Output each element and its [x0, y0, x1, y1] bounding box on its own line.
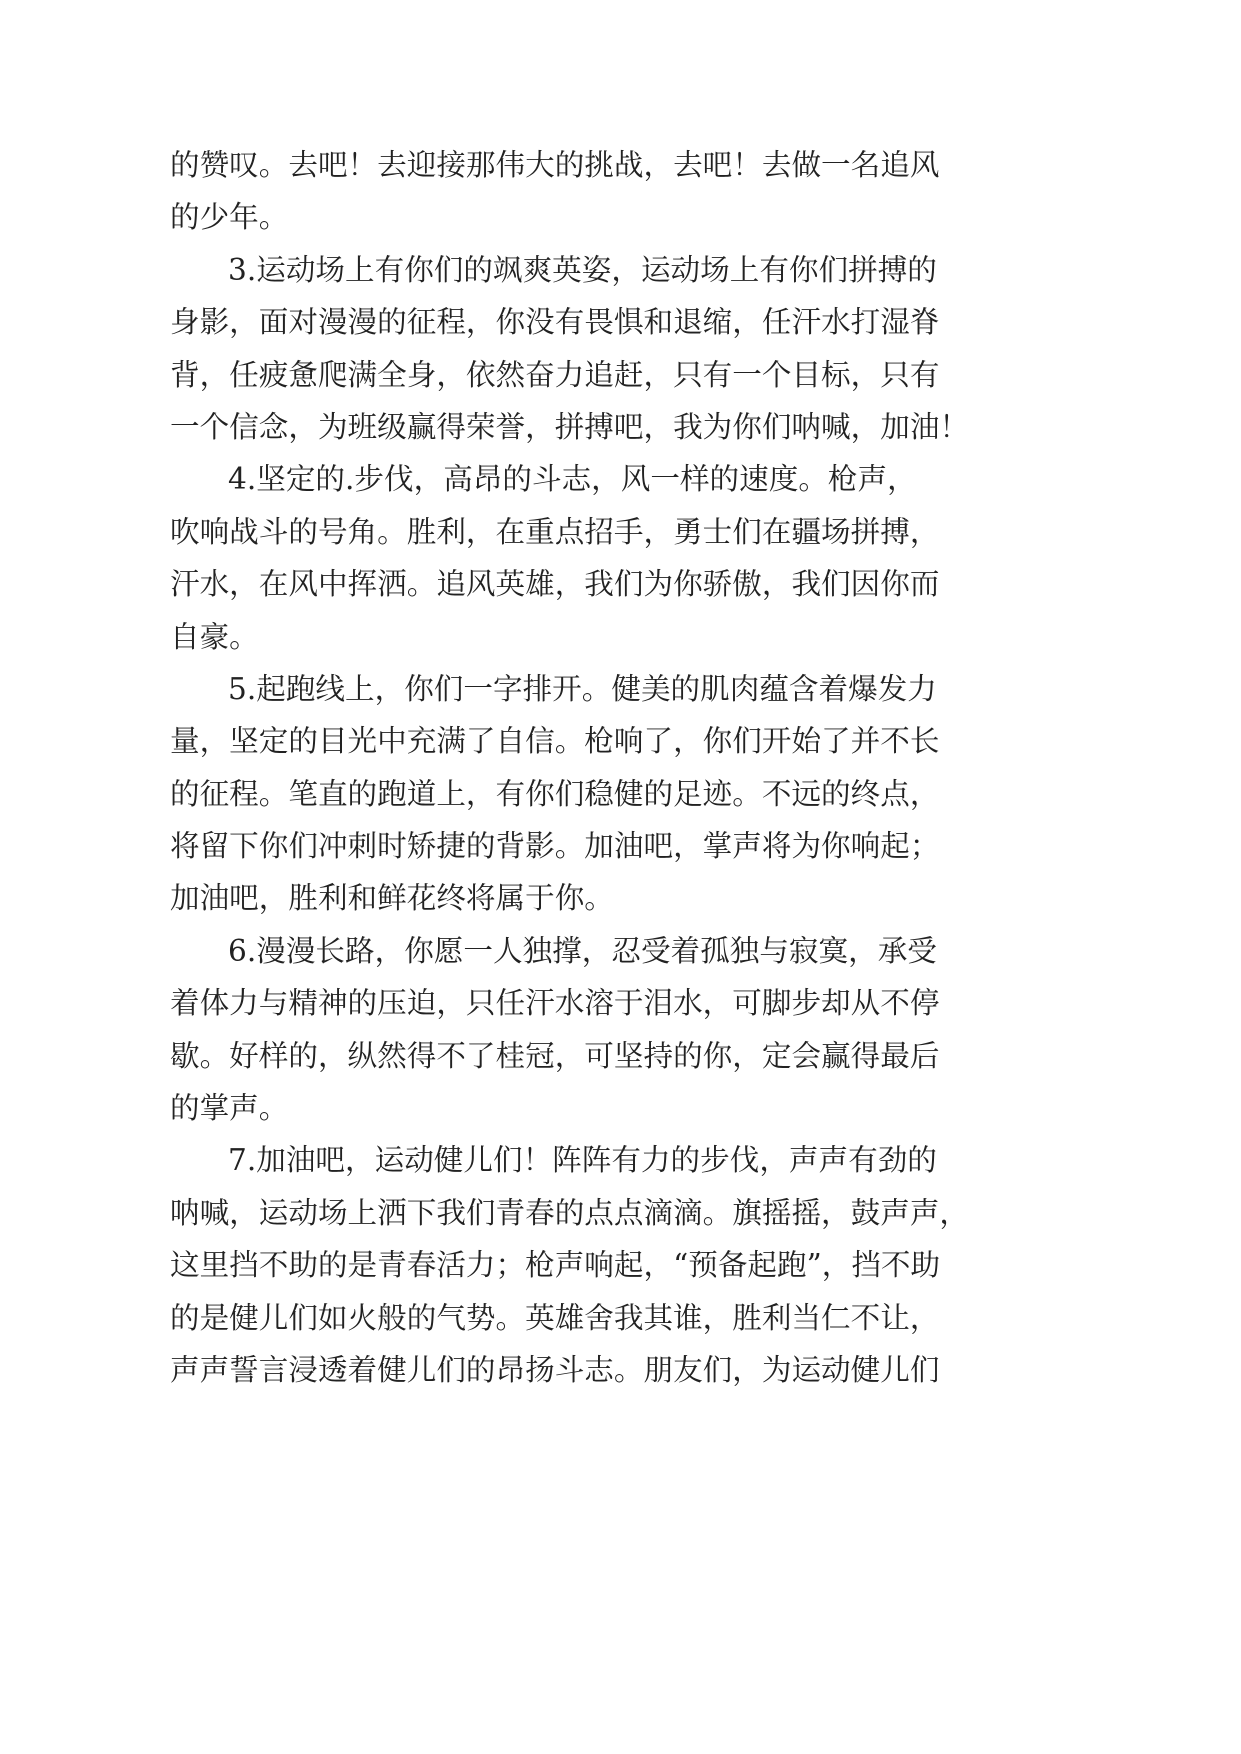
- document-body: [170, 139, 1070, 1396]
- paragraph-line: 的掌声。: [170, 1091, 289, 1126]
- paragraph-line: 歇。好样的，纵然得不了桂冠，可坚持的你，定会赢得最后: [170, 1038, 940, 1073]
- paragraph-item-3: [170, 244, 1070, 454]
- paragraph-line: 的少年。: [170, 200, 289, 235]
- paragraph-item-5: [170, 663, 1070, 925]
- paragraph-item-7: [170, 1134, 1070, 1396]
- paragraph-continued: [170, 139, 1070, 244]
- paragraph-first-line: 6.漫漫长路，你愿一人独撑，忍受着孤独与寂寞，承受: [228, 933, 937, 968]
- paragraph-first-line: 4.坚定的.步伐，高昂的斗志，风一样的速度。枪声，: [228, 462, 917, 497]
- paragraph-line: 这里挡不助的是青春活力；枪声响起，“预备起跑”，挡不助: [170, 1248, 941, 1283]
- paragraph-line: 的是健儿们如火般的气势。英雄舍我其谁，胜利当仁不让，: [170, 1300, 940, 1335]
- paragraph-line: 着体力与精神的压迫，只任汗水溶于泪水，可脚步却从不停: [170, 986, 940, 1021]
- paragraph-line: 背，任疲惫爬满全身，依然奋力追赶，只有一个目标，只有: [170, 357, 940, 392]
- paragraph-first-line: 5.起跑线上，你们一字排开。健美的肌肉蕴含着爆发力: [228, 671, 937, 706]
- paragraph-line: 汗水，在风中挥洒。追风英雄，我们为你骄傲，我们因你而: [170, 567, 940, 602]
- paragraph-line: 自豪。: [170, 619, 259, 654]
- paragraph-line: 的征程。笔直的跑道上，有你们稳健的足迹。不远的终点，: [170, 776, 940, 811]
- paragraph-line: 身影，面对漫漫的征程，你没有畏惧和退缩，任汗水打湿脊: [170, 305, 940, 340]
- paragraph-item-6: [170, 925, 1070, 1135]
- paragraph-line: 加油吧，胜利和鲜花终将属于你。: [170, 881, 614, 916]
- paragraph-line: 一个信念，为班级赢得荣誉，拼搏吧，我为你们呐喊，加油！: [170, 409, 970, 444]
- paragraph-line: 吹响战斗的号角。胜利，在重点招手，勇士们在疆场拼搏，: [170, 514, 940, 549]
- paragraph-first-line: 7.加油吧，运动健儿们！阵阵有力的步伐，声声有劲的: [228, 1143, 937, 1178]
- paragraph-item-4: [170, 453, 1070, 663]
- paragraph-line: 量，坚定的目光中充满了自信。枪响了，你们开始了并不长: [170, 724, 940, 759]
- paragraph-line: 呐喊，运动场上洒下我们青春的点点滴滴。旗摇摇，鼓声声，: [170, 1195, 970, 1230]
- paragraph-line: 声声誓言浸透着健儿们的昂扬斗志。朋友们，为运动健儿们: [170, 1352, 940, 1387]
- paragraph-line: 将留下你们冲刺时矫捷的背影。加油吧，掌声将为你响起；: [170, 829, 940, 864]
- paragraph-line: 的赞叹。去吧！去迎接那伟大的挑战，去吧！去做一名追风: [170, 148, 940, 182]
- paragraph-first-line: 3.运动场上有你们的飒爽英姿，运动场上有你们拼搏的: [228, 252, 937, 287]
